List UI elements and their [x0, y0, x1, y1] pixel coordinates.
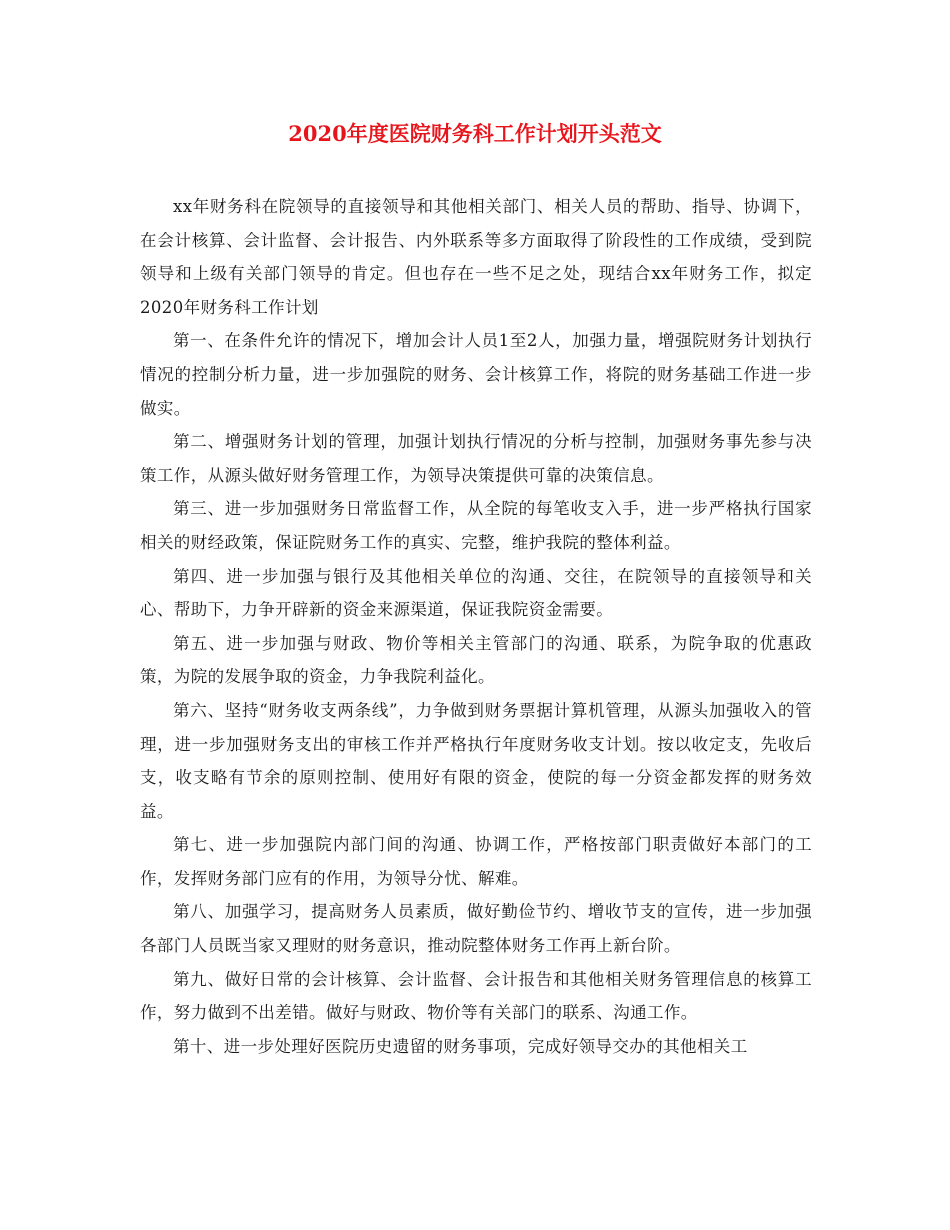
paragraph-intro: xx年财务科在院领导的直接领导和其他相关部门、相关人员的帮助、指导、协调下，在会计核算、会计监督、会计报告、内外联系等多方面取得了阶段性的工作成绩，受到院领导和上级有关部门领导的肯定。但也存在一些不足之处，现结合xx年财务工作，拟定2020年财务科工作计划	[140, 197, 812, 317]
document-title: 2020年度医院财务科工作计划开头范文	[288, 121, 662, 146]
paragraph-item-10: 第十、进一步处理好医院历史遗留的财务事项，完成好领导交办的其他相关工	[173, 1036, 748, 1056]
paragraph-item-3: 第三、进一步加强财务日常监督工作，从全院的每笔收支入手，进一步严格执行国家相关的财经政策，保证院财务工作的真实、完整，维护我院的整体利益。	[140, 499, 812, 552]
paragraph-item-1: 第一、在条件允许的情况下，增加会计人员1至2人，加强力量，增强院财务计划执行情况的控制分析力量，进一步加强院的财务、会计核算工作，将院的财务基础工作进一步做实。	[140, 331, 812, 418]
paragraph-item-4: 第四、进一步加强与银行及其他相关单位的沟通、交往，在院领导的直接领导和关心、帮助下，力争开辟新的资金来源渠道，保证我院资金需要。	[140, 566, 812, 620]
paragraph-item-9: 第九、做好日常的会计核算、会计监督、会计报告和其他相关财务管理信息的核算工作，努力做到不出差错。做好与财政、物价等有关部门的联系、沟通工作。	[140, 969, 812, 1023]
paragraph-item-6: 第六、坚持“财务收支两条线”，力争做到财务票据计算机管理，从源头加强收入的管理，进一步加强财务支出的审核工作并严格执行年度财务收支计划。按以收定支，先收后支，收支略有节余的原则控制、使用好有限的资金，使院的每一分资金都发挥的财务效益。	[140, 700, 812, 821]
paragraph-item-5: 第五、进一步加强与财政、物价等相关主管部门的沟通、联系，为院争取的优惠政策，为院的发展争取的资金，力争我院利益化。	[140, 633, 812, 687]
paragraph-item-2: 第二、增强财务计划的管理，加强计划执行情况的分析与控制，加强财务事先参与决策工作，从源头做好财务管理工作，为领导决策提供可靠的决策信息。	[140, 432, 812, 485]
paragraph-item-7: 第七、进一步加强院内部门间的沟通、协调工作，严格按部门职责做好本部门的工作，发挥财务部门应有的作用，为领导分忧、解难。	[140, 835, 812, 888]
document-body	[140, 190, 812, 1063]
paragraph-item-8: 第八、加强学习，提高财务人员素质，做好勤俭节约、增收节支的宣传，进一步加强各部门人员既当家又理财的财务意识，推动院整体财务工作再上新台阶。	[140, 902, 812, 956]
